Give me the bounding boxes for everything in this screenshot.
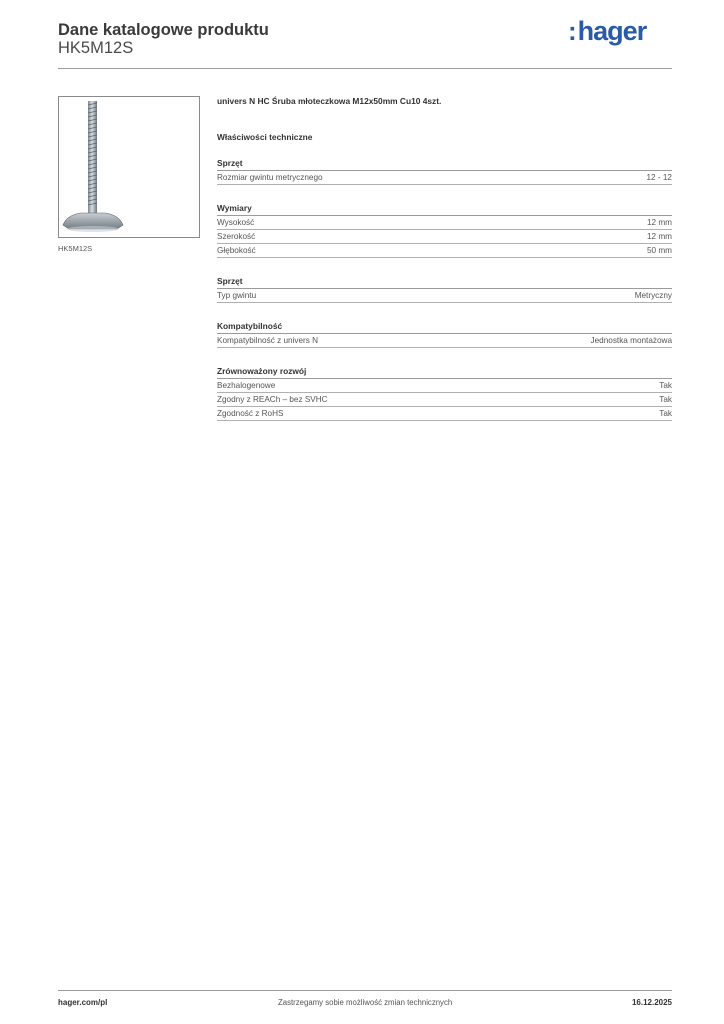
spec-group-title: Zrównoważony rozwój: [217, 366, 672, 379]
header-divider: [58, 68, 672, 69]
footer-website-link[interactable]: hager.com/pl: [58, 998, 108, 1007]
spec-row: [217, 171, 672, 185]
spec-value: 12 mm: [646, 232, 672, 241]
spec-value: Metryczny: [634, 291, 672, 300]
spec-row: [217, 407, 672, 421]
logo-text: hager: [577, 16, 647, 46]
spec-value: 12 mm: [646, 218, 672, 227]
product-image-caption: HK5M12S: [58, 244, 93, 253]
spec-value: Tak: [659, 409, 672, 418]
technical-properties-title: Właściwości techniczne: [217, 132, 313, 142]
spec-label: Typ gwintu: [217, 291, 257, 300]
spec-group: [217, 158, 672, 185]
product-code: HK5M12S: [58, 39, 134, 57]
spec-label: Bezhalogenowe: [217, 381, 276, 390]
footer-disclaimer: Zastrzegamy sobie możliwość zmian technicznych: [278, 998, 453, 1007]
spec-row: [217, 216, 672, 230]
spec-row: [217, 393, 672, 407]
footer-divider: [58, 990, 672, 991]
spec-value: Tak: [659, 381, 672, 390]
spec-value: 12 - 12: [646, 173, 672, 182]
product-description: univers N HC Śruba młoteczkowa M12x50mm Cu10 4szt.: [217, 96, 442, 106]
spec-value: Tak: [659, 395, 672, 404]
document-title: Dane katalogowe produktu: [58, 21, 269, 39]
spec-label: Szerokość: [217, 232, 256, 241]
spec-group-title: Wymiary: [217, 203, 672, 216]
spec-label: Wysokość: [217, 218, 255, 227]
product-image: [58, 96, 200, 238]
spec-group: [217, 366, 672, 421]
spec-value: 50 mm: [646, 246, 672, 255]
hager-logo[interactable]: :hager: [568, 16, 647, 46]
spec-row: [217, 334, 672, 348]
spec-group: [217, 203, 672, 258]
spec-row: [217, 289, 672, 303]
spec-row: [217, 230, 672, 244]
spec-row: [217, 379, 672, 393]
spec-group-title: Kompatybilność: [217, 321, 672, 334]
spec-row: [217, 244, 672, 258]
spec-group-title: Sprzęt: [217, 276, 672, 289]
spec-group: [217, 321, 672, 348]
footer-date: 16.12.2025: [631, 998, 672, 1007]
spec-label: Kompatybilność z univers N: [217, 336, 319, 345]
hammer-head-bolt-photo: [59, 97, 199, 237]
spec-group-title: Sprzęt: [217, 158, 672, 171]
spec-group: [217, 276, 672, 303]
spec-label: Zgodność z RoHS: [217, 409, 284, 418]
spec-value: Jednostka montażowa: [590, 336, 672, 345]
spec-label: Zgodny z REACh – bez SVHC: [217, 395, 328, 404]
spec-content: [217, 96, 672, 421]
spec-label: Głębokość: [217, 246, 256, 255]
spec-label: Rozmiar gwintu metrycznego: [217, 173, 323, 182]
